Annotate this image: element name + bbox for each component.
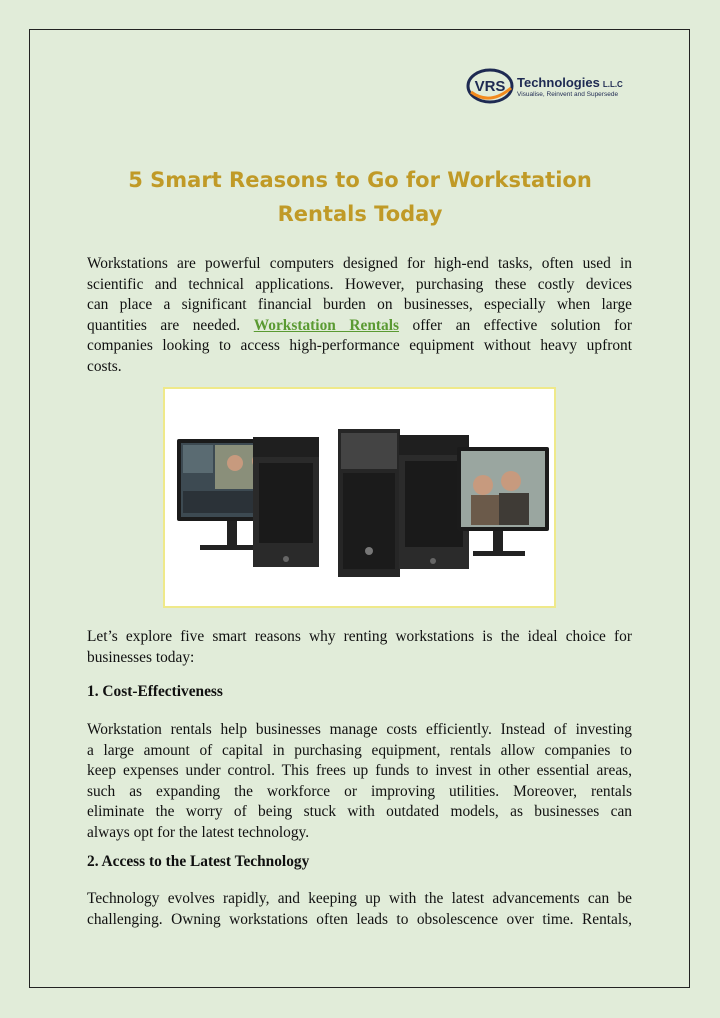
section-2-line: challenging. Owning workstations often leads to obsolescence over time. Rentals, (87, 910, 632, 928)
section-2-paragraph (87, 889, 632, 930)
intro-text: quantities are needed. (87, 316, 241, 334)
page-title (0, 163, 720, 231)
intro-text: offer an effective solution for (412, 316, 632, 334)
tower-center-illustration (338, 429, 400, 577)
intro-line: Workstations are powerful computers designed for high-end tasks, often used in (87, 255, 632, 272)
section-2-heading: 2. Access to the Latest Technology (87, 853, 310, 870)
logo-brand (517, 75, 623, 90)
section-1-line: keep expenses under control. This frees up funds to invest in other essential areas, (87, 762, 632, 779)
intro-line: can place a significant financial burden on businesses, especially when large (87, 296, 632, 313)
logo-badge-text: VRS (474, 78, 506, 95)
logo-name: Technologies (517, 75, 600, 90)
title-line-1: 5 Smart Reasons to Go for Workstation (128, 168, 592, 192)
title-line-2: Rentals Today (277, 202, 443, 226)
intro-paragraph (87, 254, 632, 377)
workstation-rentals-link[interactable]: Workstation Rentals (253, 316, 399, 334)
vrs-badge-icon (465, 66, 515, 106)
company-logo (465, 66, 640, 106)
logo-tagline: Visualise, Reinvent and Supersede (517, 91, 619, 98)
section-1-line: such as expanding the workforce or improving utilities. Moreover, rentals (87, 782, 632, 800)
intro-line: scientific and technical applications. However, purchasing these costly devices (87, 275, 632, 293)
intro-line: companies looking to access high-performance equipment without heavy upfront (87, 337, 632, 354)
right-monitor-illustration (457, 447, 549, 556)
section-1-line: Workstation rentals help businesses manage costs efficiently. Instead of investing (87, 721, 632, 738)
intro-line-with-link (87, 316, 632, 337)
section-1-line: eliminate the worry of being stuck with outdated models, as businesses can (87, 803, 632, 820)
logo-suffix: L.L.C (602, 80, 623, 89)
section-1-heading: 1. Cost-Effectiveness (87, 683, 223, 700)
explore-paragraph (87, 627, 632, 668)
section-1-paragraph (87, 720, 632, 843)
section-1-line: always opt for the latest technology. (87, 823, 310, 841)
explore-line: businesses today: (87, 648, 195, 666)
section-1-line: a large amount of capital in purchasing equipment, rentals allow companies to (87, 741, 632, 759)
explore-line: Let’s explore five smart reasons why renting workstations is the ideal choice for (87, 628, 632, 645)
tower-left-illustration (253, 437, 319, 567)
section-2-line: Technology evolves rapidly, and keeping up with the latest advancements can be (87, 890, 632, 907)
intro-line: costs. (87, 357, 122, 375)
workstations-image (163, 387, 556, 608)
